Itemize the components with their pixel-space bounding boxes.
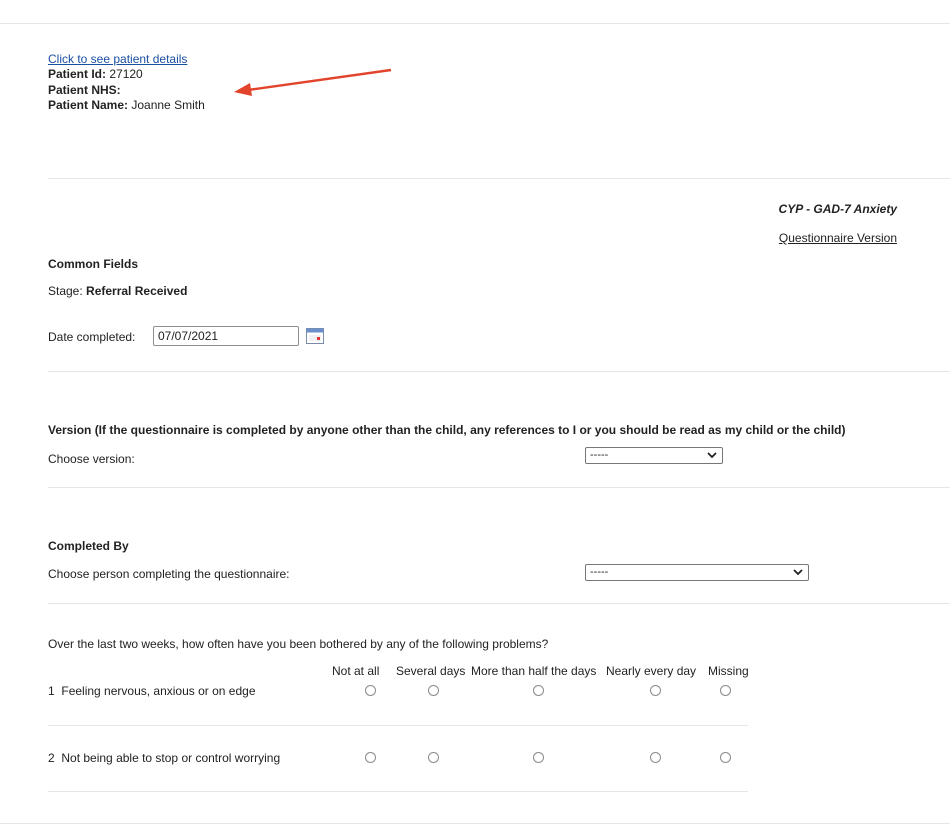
patient-name-row [48,98,205,112]
column-header: More than half the days [471,664,597,678]
completed-by-select[interactable] [585,564,809,581]
q1-radio-several-days[interactable] [428,685,439,696]
q2-radio-missing[interactable] [720,752,731,763]
q2-radio-not-at-all[interactable] [365,752,376,763]
completed-by-label: Choose person completing the questionnaire: [48,567,290,581]
q1-radio-nearly-every-day[interactable] [650,685,661,696]
q2-radio-nearly-every-day[interactable] [650,752,661,763]
patient-id-row [48,67,143,81]
stage-label: Stage: [48,284,87,298]
section-divider [48,371,950,372]
completed-by-heading: Completed By [48,539,129,553]
section-divider [48,603,950,604]
column-header: Several days [396,664,466,678]
version-select[interactable] [585,447,723,464]
patient-name-value: Joanne Smith [128,98,205,112]
questionnaire-title: CYP - GAD-7 Anxiety [778,202,897,216]
question-number: 2 [48,751,55,765]
patient-details-link[interactable]: Click to see patient details [48,52,188,66]
choose-version-label: Choose version: [48,452,135,466]
column-header: Not at all [332,664,380,678]
patient-nhs-row [48,83,121,97]
stage-value: Referral Received [86,284,188,298]
top-divider [0,23,950,24]
bottom-divider [0,823,950,824]
annotation-arrow-icon [228,64,398,100]
patient-id-value: 27120 [106,67,143,81]
patient-id-label: Patient Id: [48,67,107,81]
question-divider [48,791,748,792]
version-heading: Version (If the questionnaire is completed by anyone other than the child, any references to I or you should be read as my child or the child) [48,423,846,437]
question-number: 1 [48,684,55,698]
patient-name-label: Patient Name: [48,98,129,112]
question-row-2 [48,751,280,765]
q1-radio-not-at-all[interactable] [365,685,376,696]
q1-radio-missing[interactable] [720,685,731,696]
chevron-down-icon [793,566,803,578]
calendar-icon[interactable] [306,328,324,344]
q2-radio-more-than-half[interactable] [533,752,544,763]
section-divider [48,178,950,179]
date-completed-label: Date completed: [48,330,136,344]
questionnaire-version-link[interactable]: Questionnaire Version [778,231,897,245]
chevron-down-icon [707,449,717,461]
column-header: Missing [708,664,749,678]
completed-by-select-value: ----- [590,566,609,578]
version-select-value: ----- [590,449,609,461]
question-text: Feeling nervous, anxious or on edge [61,684,256,698]
date-completed-input[interactable] [153,326,299,346]
q1-radio-more-than-half[interactable] [533,685,544,696]
patient-nhs-label: Patient NHS: [48,83,121,97]
common-fields-heading: Common Fields [48,257,139,271]
q2-radio-several-days[interactable] [428,752,439,763]
question-divider [48,725,748,726]
question-row-1 [48,684,256,698]
stage-row [48,284,187,298]
section-divider [48,487,950,488]
column-header: Nearly every day [606,664,697,678]
question-text: Not being able to stop or control worrying [61,751,281,765]
questions-intro: Over the last two weeks, how often have you been bothered by any of the following problems? [48,637,549,651]
